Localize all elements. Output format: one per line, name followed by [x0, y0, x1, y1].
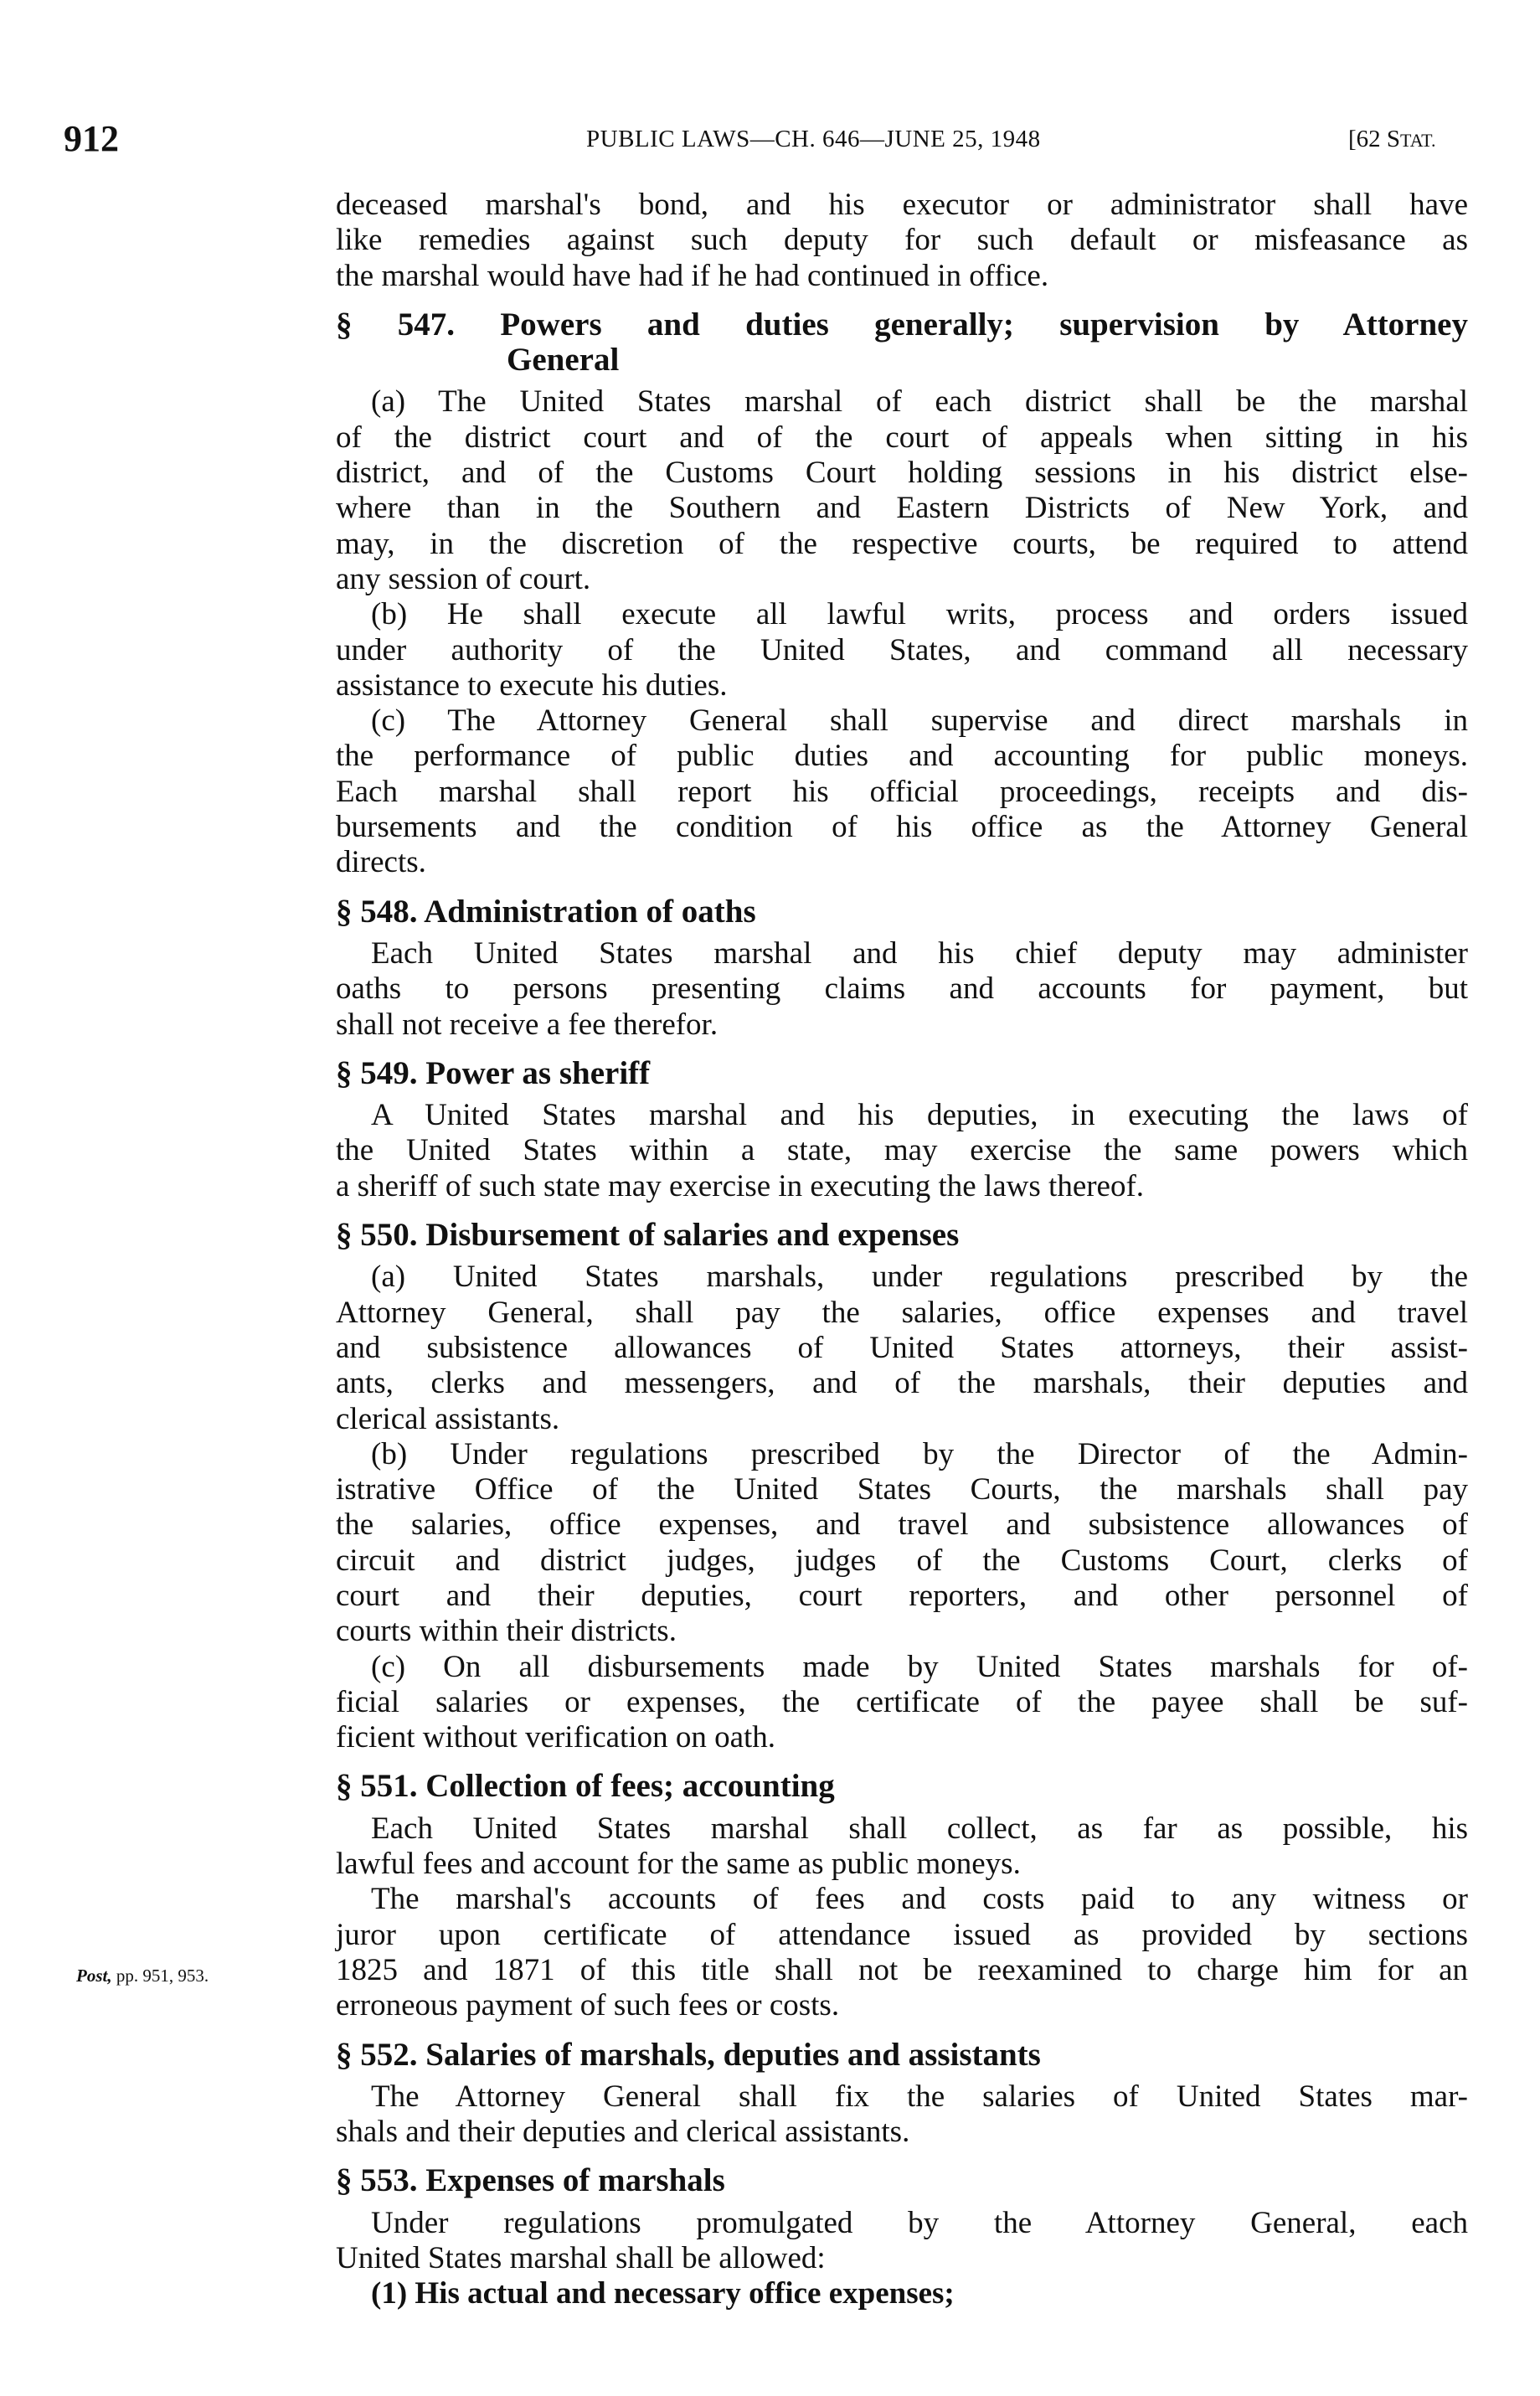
text-line: (a) United States marshals, under regulations prescribed by the: [371, 1260, 1468, 1295]
margin-note: [76, 1958, 209, 1993]
text-line: (b) He shall execute all lawful writs, process and orders issued: [371, 597, 1468, 632]
section-heading: [336, 307, 1468, 379]
paragraph: [336, 1811, 1468, 1883]
paragraph: [336, 2079, 1468, 2151]
text-line: The marshal's accounts of fees and costs paid to any witness or: [371, 1882, 1468, 1917]
section-heading: [336, 894, 1468, 930]
text-line: Under regulations promulgated by the Attorney General, each: [371, 2205, 1468, 2240]
text-line: under authority of the United States, and command all necessary: [336, 632, 1468, 667]
text-line: (1) His actual and necessary office expenses;: [371, 2276, 955, 2311]
heading-line: § 552. Salaries of marshals, deputies and assistants: [336, 2036, 1041, 2073]
text-line: like remedies against such deputy for such default or misfeasance as: [336, 223, 1468, 258]
heading-line: § 549. Power as sheriff: [336, 1054, 651, 1091]
text-line: Attorney General, shall pay the salaries, office expenses and travel: [336, 1295, 1468, 1330]
heading-line: § 548. Administration of oaths: [336, 893, 756, 930]
statute-smallcaps: TAT.: [1400, 130, 1436, 151]
margin-note-text: pp. 951, 953.: [111, 1965, 209, 1986]
text-line: ficient without verification on oath.: [336, 1720, 776, 1755]
text-line: (c) On all disbursements made by United States marshals for of-: [371, 1649, 1468, 1684]
text-line: and subsistence allowances of United States attorneys, their assist-: [336, 1330, 1468, 1365]
paragraph: [336, 2206, 1468, 2277]
text-line: The Attorney General shall fix the salaries of United States mar-: [371, 2079, 1468, 2114]
text-line: (b) Under regulations prescribed by the Director of the Admin-: [371, 1436, 1468, 1471]
text-line: ants, clerks and messengers, and of the marshals, their deputies and: [336, 1366, 1468, 1401]
text-line: any session of court.: [336, 561, 591, 596]
section-heading: [336, 2038, 1468, 2073]
text-line: clerical assistants.: [336, 1401, 560, 1436]
text-line: where than in the Southern and Eastern Districts of New York, and: [336, 491, 1468, 526]
text-line: assistance to execute his duties.: [336, 667, 728, 703]
margin-note-italic: Post,: [76, 1965, 112, 1986]
statute-volume: [1348, 126, 1435, 153]
text-line: ficial salaries or expenses, the certificate of the payee shall be suf-: [336, 1684, 1468, 1719]
text-line: deceased marshal's bond, and his executor or administrator shall have: [336, 188, 1468, 222]
text-line: oaths to persons presenting claims and accounts for payment, but: [336, 971, 1468, 1007]
statute-prefix: [62 S: [1348, 126, 1401, 152]
heading-line: § 551. Collection of fees; accounting: [336, 1768, 835, 1805]
heading-line: § 547. Powers and duties generally; supervision by Attorney: [336, 306, 1468, 343]
section-heading: [336, 1769, 1468, 1804]
paragraph: [336, 1437, 1468, 1650]
text-line: district, and of the Customs Court holding sessions in his district else-: [336, 456, 1468, 491]
text-line: Each marshal shall report his official proceedings, receipts and dis-: [336, 774, 1468, 809]
paragraph: [336, 1260, 1468, 1436]
text-line: erroneous payment of such fees or costs.: [336, 1988, 840, 2023]
text-line: circuit and district judges, judges of the Customs Court, clerks of: [336, 1543, 1468, 1578]
section-heading: [336, 1218, 1468, 1253]
list-item: [336, 2276, 1468, 2311]
section-heading: [336, 1056, 1468, 1091]
heading-line: General: [507, 342, 620, 379]
heading-line: § 550. Disbursement of salaries and expenses: [336, 1217, 960, 1254]
text-line: bursements and the condition of his office as the Attorney General: [336, 810, 1468, 845]
text-line: the marshal would have had if he had continued in office.: [336, 258, 1049, 293]
text-line: A United States marshal and his deputies, in executing the laws of: [371, 1098, 1468, 1133]
text-line: the United States within a state, may exercise the same powers which: [336, 1133, 1468, 1168]
text-line: 1825 and 1871 of this title shall not be reexamined to charge him for an Post, pp. 951, 953.: [336, 1953, 1468, 1988]
paragraph: [336, 384, 1468, 597]
text-line: of the district court and of the court of appeals when sitting in his: [336, 420, 1468, 455]
text-line: directs.: [336, 845, 426, 880]
text-line: courts within their districts.: [336, 1614, 677, 1649]
text-line: a sheriff of such state may exercise in executing the laws thereof.: [336, 1168, 1145, 1203]
paragraph: [76, 1882, 1468, 2023]
text-line: istrative Office of the United States Courts, the marshals shall pay: [336, 1472, 1468, 1507]
page-number: 912: [64, 118, 119, 159]
text-line: may, in the discretion of the respective courts, be required to attend: [336, 526, 1468, 561]
text-line: lawful fees and account for the same as public moneys.: [336, 1847, 1021, 1882]
text-line: the performance of public duties and accounting for public moneys.: [336, 739, 1468, 774]
paragraph: [336, 703, 1468, 880]
text-line: (c) The Attorney General shall supervise and direct marshals in: [371, 703, 1468, 739]
paragraph: [336, 188, 1468, 294]
section-heading: [336, 2163, 1468, 2198]
text-line: Each United States marshal shall collect, as far as possible, his: [371, 1811, 1468, 1846]
text-line: shall not receive a fee therefor.: [336, 1007, 718, 1042]
heading-line: § 553. Expenses of marshals: [336, 2162, 725, 2199]
paragraph: [336, 597, 1468, 703]
text-line: Each United States marshal and his chief deputy may administer: [371, 935, 1468, 971]
running-title: PUBLIC LAWS—CH. 646—JUNE 25, 1948: [586, 126, 1041, 152]
text-line: the salaries, office expenses, and travel and subsistence allowances of: [336, 1507, 1468, 1543]
page-body: [76, 188, 1468, 2312]
text-line: juror upon certificate of attendance issued as provided by sections: [336, 1917, 1468, 1952]
paragraph: [336, 936, 1468, 1043]
paragraph: [336, 1650, 1468, 1756]
paragraph: [336, 1098, 1468, 1204]
text-line: United States marshal shall be allowed:: [336, 2241, 826, 2276]
text-line: shals and their deputies and clerical assistants.: [336, 2115, 910, 2150]
running-header: [0, 117, 1540, 159]
text-line: court and their deputies, court reporters, and other personnel of: [336, 1578, 1468, 1613]
text-line: (a) The United States marshal of each district shall be the marshal: [371, 384, 1468, 420]
